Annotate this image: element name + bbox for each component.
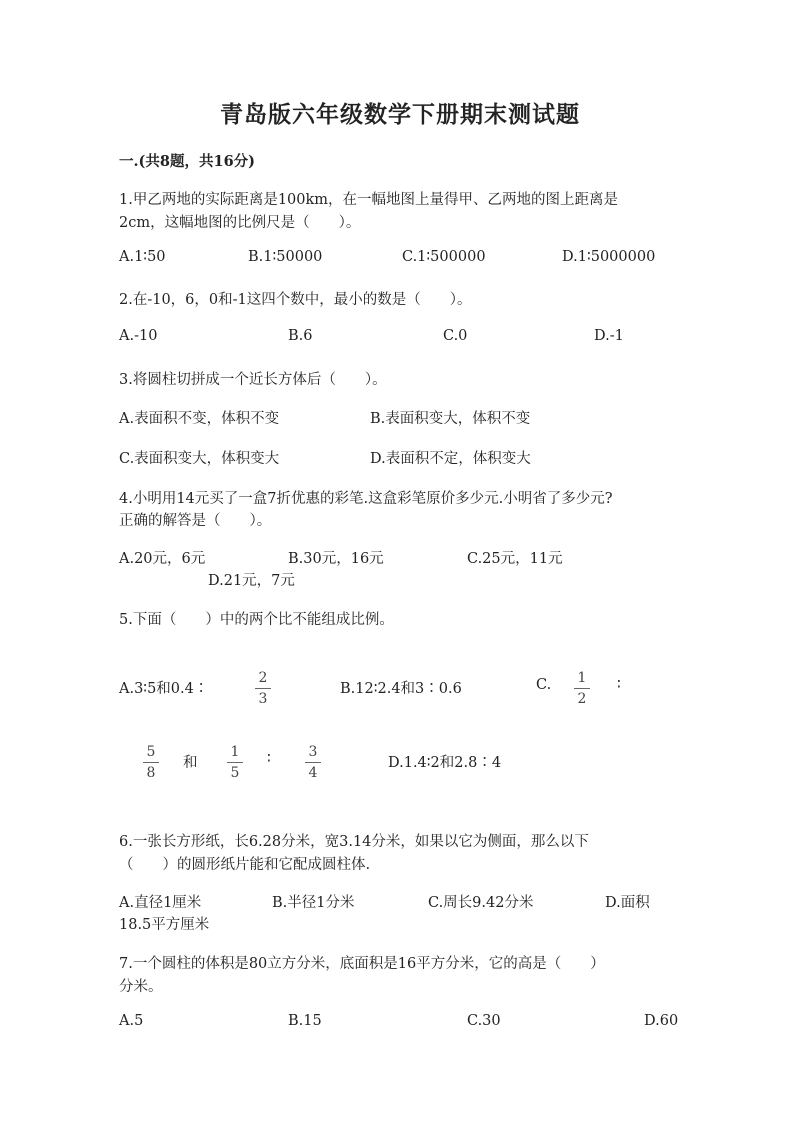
question-7-option-c: C.30 [467,1013,501,1029]
question-1-option-a: A.1∶50 [119,249,166,265]
and-word: 和 [183,755,198,771]
fraction-bar [305,762,321,763]
question-3-text: 3.将圆柱切拼成一个近长方体后（ ）。 [119,372,387,388]
question-3-option-c: C.表面积变大，体积变大 [119,451,280,467]
question-3-option-d: D.表面积不定，体积变大 [370,451,531,467]
fraction-five-eighths [141,744,161,781]
ratio-colon: ∶ [617,677,621,693]
question-4-option-d: D.21元，7元 [208,573,295,589]
fraction-denominator: 4 [308,765,318,781]
question-4-option-b: B.30元，16元 [288,551,384,567]
section-heading: 一.(共8题，共16分) [119,153,256,170]
fraction-denominator: 3 [258,691,268,707]
question-6-option-a: A.直径1厘米 [119,895,202,911]
question-4-option-a: A.20元，6元 [119,551,206,567]
fraction-one-fifth [225,744,245,781]
question-1-text-line2: 2cm，这幅地图的比例尺是（ ）。 [119,215,361,231]
question-4-text-line2: 正确的解答是（ ）。 [119,513,272,529]
question-7-option-d: D.60 [644,1013,679,1029]
question-1-option-b: B.1∶50000 [248,249,323,265]
question-6-option-b: B.半径1分米 [272,895,355,911]
question-2-text: 2.在-10，6，0和-1这四个数中，最小的数是（ ）。 [119,292,472,308]
question-7-option-b: B.15 [288,1013,322,1029]
question-5-option-d: D.1.4∶2和2.8∶4 [388,755,502,771]
fraction-bar [143,762,159,763]
question-6-option-d: D.面积 [605,895,650,911]
fraction-one-half [572,670,592,707]
question-1-text-line1: 1.甲乙两地的实际距离是100km，在一幅地图上量得甲、乙两地的图上距离是 [119,192,619,208]
question-2-option-d: D.-1 [594,328,624,344]
question-2-option-a: A.-10 [119,328,158,344]
fraction-two-thirds [253,670,273,707]
question-5-text: 5.下面（ ）中的两个比不能组成比例。 [119,612,394,628]
question-1-option-d: D.1∶5000000 [562,249,656,265]
fraction-denominator: 2 [577,691,587,707]
fraction-numerator: 2 [258,670,268,686]
question-2-option-c: C.0 [443,328,468,344]
question-3-option-a: A.表面积不变，体积不变 [119,411,280,427]
question-6-text-line1: 6.一张长方形纸，长6.28分米，宽3.14分米，如果以它为侧面，那么以下 [119,834,589,850]
fraction-denominator: 8 [146,765,156,781]
question-4-text-line1: 4.小明用14元买了一盒7折优惠的彩笔.这盒彩笔原价多少元.小明省了多少元? [119,491,613,507]
ratio-colon: ∶ [267,751,271,767]
question-6-option-d-continued: 18.5平方厘米 [119,917,210,933]
question-3-option-b: B.表面积变大，体积不变 [370,411,531,427]
fraction-bar [255,688,271,689]
fraction-denominator: 5 [230,765,240,781]
question-5-option-c: C. [536,677,552,693]
question-5-option-a: A.3∶5和0.4∶ [119,681,209,697]
question-7-option-a: A.5 [119,1013,144,1029]
question-5-option-b: B.12∶2.4和3∶0.6 [340,681,462,697]
fraction-bar [227,762,243,763]
fraction-numerator: 3 [308,744,318,760]
question-2-option-b: B.6 [288,328,313,344]
question-6-text-line2: （ ）的圆形纸片能和它配成圆柱体. [119,857,371,873]
question-1-option-c: C.1∶500000 [402,249,486,265]
fraction-three-fourths [303,744,323,781]
page-title: 青岛版六年级数学下册期末测试题 [220,101,580,128]
question-4-option-c: C.25元，11元 [467,551,563,567]
fraction-numerator: 1 [577,670,587,686]
fraction-numerator: 5 [146,744,156,760]
question-7-text-line1: 7.一个圆柱的体积是80立方分米，底面积是16平方分米，它的高是（ ） [119,956,605,972]
question-6-option-c: C.周长9.42分米 [428,895,534,911]
question-7-text-line2: 分米。 [119,979,163,995]
fraction-bar [574,688,590,689]
fraction-numerator: 1 [230,744,240,760]
